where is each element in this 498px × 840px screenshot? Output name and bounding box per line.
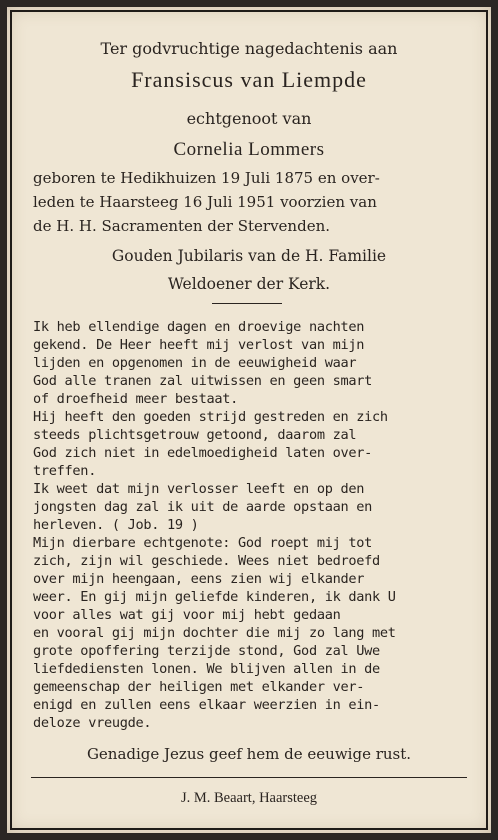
bio-line: leden te Haarsteeg 16 Juli 1951 voorzien van — [33, 193, 377, 211]
honor-title: Weldoener der Kerk. — [167, 275, 331, 293]
spouse-name: Cornelia Lommers — [173, 139, 325, 160]
prayer-line: jongsten dag zal ik uit de aarde opstaan en — [33, 499, 373, 515]
prayer-line: liefdediensten lonen. We blijven allen in de — [33, 661, 380, 677]
printer-credit: J. M. Beaart, Haarsteeg — [180, 790, 318, 806]
prayer-line: Ik weet dat mijn verlosser leeft en op den — [33, 481, 365, 497]
prayer-line: of droefheid meer bestaat. — [33, 391, 238, 407]
prayer-line: voor alles wat gij voor mij hebt gedaan — [33, 607, 341, 623]
prayer-line: deloze vreugde. — [33, 715, 152, 731]
prayer-line: gemeenschap der heiligen met elkander ver- — [33, 679, 365, 695]
prayer-line: herleven. ( Job. 19 ) — [33, 517, 199, 533]
bio-line: geboren te Hedikhuizen 19 Juli 1875 en over- — [33, 169, 380, 187]
prayer-line: God alle tranen zal uitwissen en geen smart — [33, 373, 373, 389]
closing-prayer: Genadige Jezus geef hem de eeuwige rust. — [86, 745, 412, 763]
dedication-heading: Ter godvruchtige nagedachtenis aan — [100, 39, 398, 58]
prayer-line: en vooral gij mijn dochter die mij zo lang met — [33, 625, 396, 641]
prayer-line: over mijn heengaan, eens zien wij elkander — [33, 571, 365, 587]
bio-line: de H. H. Sacramenten der Stervenden. — [33, 217, 330, 235]
honor-title: Gouden Jubilaris van de H. Familie — [111, 247, 387, 265]
prayer-line: zich, zijn wil geschiede. Wees niet bedroefd — [33, 553, 380, 569]
prayer-line: Mijn dierbare echtgenote: God roept mij tot — [33, 535, 373, 551]
prayer-line: gekend. De Heer heeft mij verlost van mijn — [33, 337, 365, 353]
prayer-line: Ik heb ellendige dagen en droevige nachten — [33, 319, 365, 335]
section-divider — [212, 303, 282, 304]
prayer-line: grote opoffering terzijde stond, God zal Uwe — [33, 643, 380, 659]
prayer-line: weer. En gij mijn geliefde kinderen, ik dank U — [33, 589, 396, 605]
prayer-line: treffen. — [33, 463, 97, 479]
prayer-line: lijden en opgenomen in de eeuwigheid waar — [33, 355, 357, 371]
spouse-label: echtgenoot van — [186, 109, 312, 128]
memorial-card — [7, 7, 491, 833]
prayer-line: enigd en zullen eens elkaar weerzien in ein- — [33, 697, 380, 713]
prayer-line: Hij heeft den goeden strijd gestreden en zich — [33, 409, 388, 425]
deceased-name: Fransiscus van Liempde — [131, 67, 367, 92]
prayer-line: God zich niet in edelmoedigheid laten over- — [33, 445, 373, 461]
footer-divider — [31, 777, 467, 778]
prayer-line: steeds plichtsgetrouw getoond, daarom zal — [33, 427, 357, 443]
